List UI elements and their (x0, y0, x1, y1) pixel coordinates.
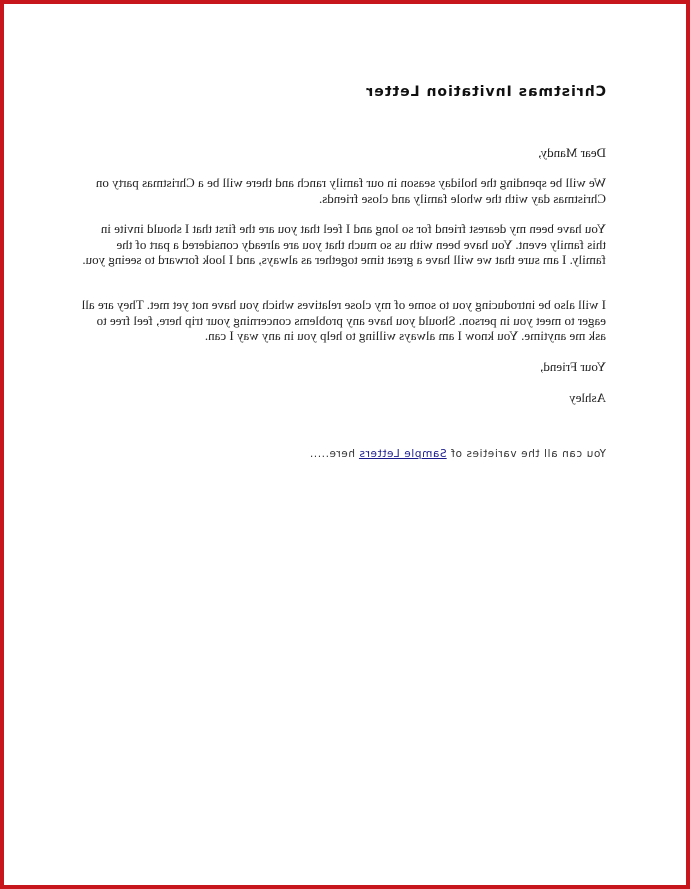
letter-signature: Ashley (569, 390, 606, 405)
footer-note (80, 448, 606, 460)
letter-salutation: Dear Mandy, (538, 145, 606, 160)
letter-paragraph-3: I will also be introducing you to some of my close relatives which you have not yet met. They are all eager to meet you in person. Should you have any problems concerning your trip here, feel free to ask me anytime. You know I am always willing to help you in any way I can. (81, 297, 606, 343)
letter-paragraph-2: You have been my dearest friend for so long and I feel that you are the first that I should invite in this family event. You have been with us so much that you are already considered a part of the family. I am sure that we will have a great time together as always, and I look forward to seeing you. (82, 221, 606, 267)
letter-closing: Your Friend, (540, 359, 606, 374)
letter-title: Christmas Invitation Letter (365, 84, 606, 100)
sample-letters-link[interactable]: Sample Letters (358, 448, 447, 460)
footer-prefix: You can all the varieties of (446, 448, 606, 460)
footer-suffix: here..... (309, 448, 359, 460)
letter-paragraph-1: We will be spending the holiday season in our family ranch and there will be a Christmas party on Christmas day with the whole family and close friends. (95, 175, 606, 206)
mirrored-letter-content (80, 0, 606, 889)
